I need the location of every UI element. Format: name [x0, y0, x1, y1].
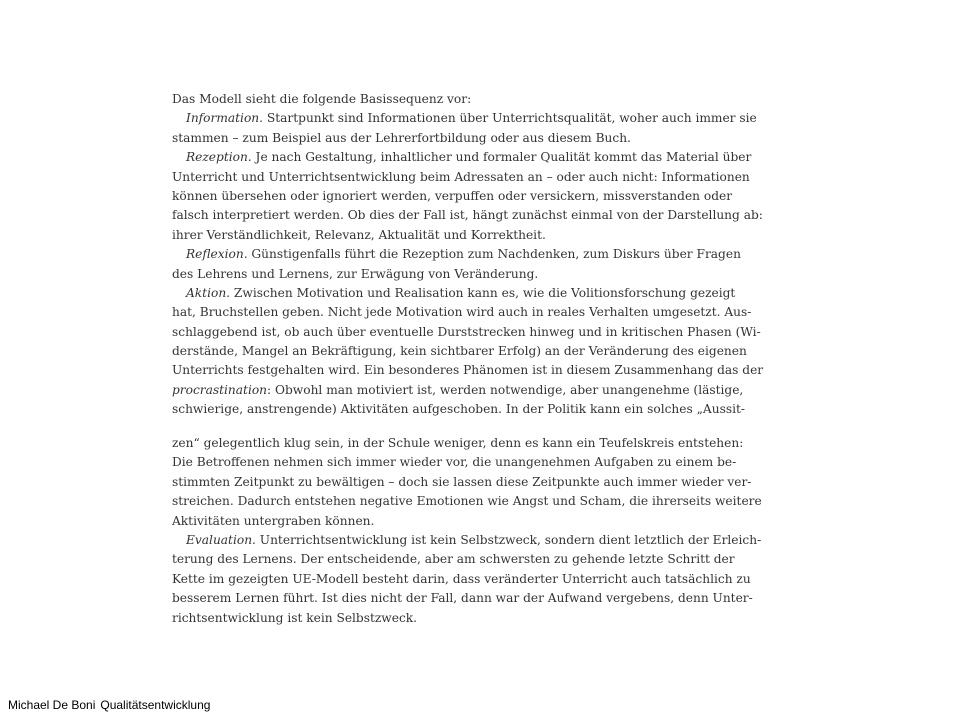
footer-title: Qualitätsentwicklung — [100, 698, 211, 712]
text-line: schlaggebend ist, ob auch über eventuelle Durststrecken hinweg und in kritischen Phasen (Wi- — [172, 324, 761, 339]
text-line: derstände, Mangel an Bekräftigung, kein sichtbarer Erfolg) an der Veränderung des eigenen — [172, 344, 747, 359]
text-line: stimmten Zeitpunkt zu bewältigen – doch sie lassen diese Zeitpunkte auch immer wieder ver- — [172, 474, 752, 489]
text-line: Die Betroffenen nehmen sich immer wieder vor, die unangenehmen Aufgaben zu einem be- — [172, 455, 737, 470]
text-line: Unterricht und Unterrichtsentwicklung beim Adressaten an – oder auch nicht: Informationen — [172, 169, 750, 184]
text-line: terung des Lernens. Der entscheidende, aber am schwersten zu gehende letzte Schritt der — [172, 552, 735, 567]
term-procrastination: procrastination — [172, 382, 268, 397]
text-line: streichen. Dadurch entstehen negative Emotionen wie Angst und Scham, die ihrerseits weitere — [172, 494, 762, 509]
text-line: Aktion. Zwischen Motivation und Realisation kann es, wie die Volitionsforschung gezeigt — [186, 285, 736, 300]
text-line: zen“ gelegentlich klug sein, in der Schule weniger, denn es kann ein Teufelskreis entstehen: — [172, 436, 744, 450]
text-line: des Lehrens und Lernens, zur Erwägung von Veränderung. — [172, 266, 539, 281]
text-line: Das Modell sieht die folgende Basissequenz vor: — [172, 92, 472, 106]
text-line: Evaluation. Unterrichtsentwicklung ist kein Selbstzweck, sondern dient letztlich der Erleich- — [186, 532, 762, 547]
term-information: Information. — [186, 111, 264, 126]
text-line: hat, Bruchstellen geben. Nicht jede Motivation wird auch in reales Verhalten umgesetzt. Aus- — [172, 305, 752, 320]
text-line: Kette im gezeigten UE-Modell besteht darin, dass veränderter Unterricht auch tatsächlich zu — [172, 571, 751, 586]
text-line: falsch interpretiert werden. Ob dies der Fall ist, hängt zunächst einmal von der Darstellung ab: — [172, 208, 763, 223]
text-line: ihrer Verständlichkeit, Relevanz, Aktualität und Korrektheit. — [172, 227, 546, 242]
text-line: richtsentwicklung ist kein Selbstzweck. — [172, 610, 418, 625]
footer — [8, 698, 215, 712]
text-line: besserem Lernen führt. Ist dies nicht der Fall, dann war der Aufwand vergebens, denn Unter- — [172, 591, 753, 606]
text-line: Reflexion. Günstigenfalls führt die Rezeption zum Nachdenken, zum Diskurs über Fragen — [186, 247, 741, 262]
text-line: schwierige, anstrengende) Aktivitäten aufgeschoben. In der Politik kann ein solches „Aussit- — [172, 402, 745, 417]
text-line: Information. Startpunkt sind Informationen über Unterrichtsqualität, woher auch immer sie — [186, 111, 757, 126]
text-line: Unterrichts festgehalten wird. Ein besonderes Phänomen ist in diesem Zusammenhang das der — [172, 363, 764, 378]
text-line: Aktivitäten untergraben können. — [172, 513, 375, 528]
footer-author: Michael De Boni — [8, 698, 96, 712]
page-text-block-upper — [172, 90, 764, 420]
term-aktion: Aktion. — [186, 285, 231, 300]
term-evaluation: Evaluation. — [186, 532, 256, 547]
text-line: stammen – zum Beispiel aus der Lehrerfortbildung oder aus diesem Buch. — [172, 130, 631, 145]
text-line: können übersehen oder ignoriert werden, verpuffen oder versickern, missverstanden oder — [172, 188, 733, 203]
text-line: Rezeption. Je nach Gestaltung, inhaltlicher und formaler Qualität kommt das Material über — [186, 150, 752, 165]
text-line: procrastination: Obwohl man motiviert ist, werden notwendige, aber unangenehme (lästige, — [172, 382, 744, 397]
term-rezeption: Rezeption. — [186, 150, 252, 165]
term-reflexion: Reflexion. — [186, 247, 248, 262]
page-text-block-lower — [172, 434, 762, 628]
